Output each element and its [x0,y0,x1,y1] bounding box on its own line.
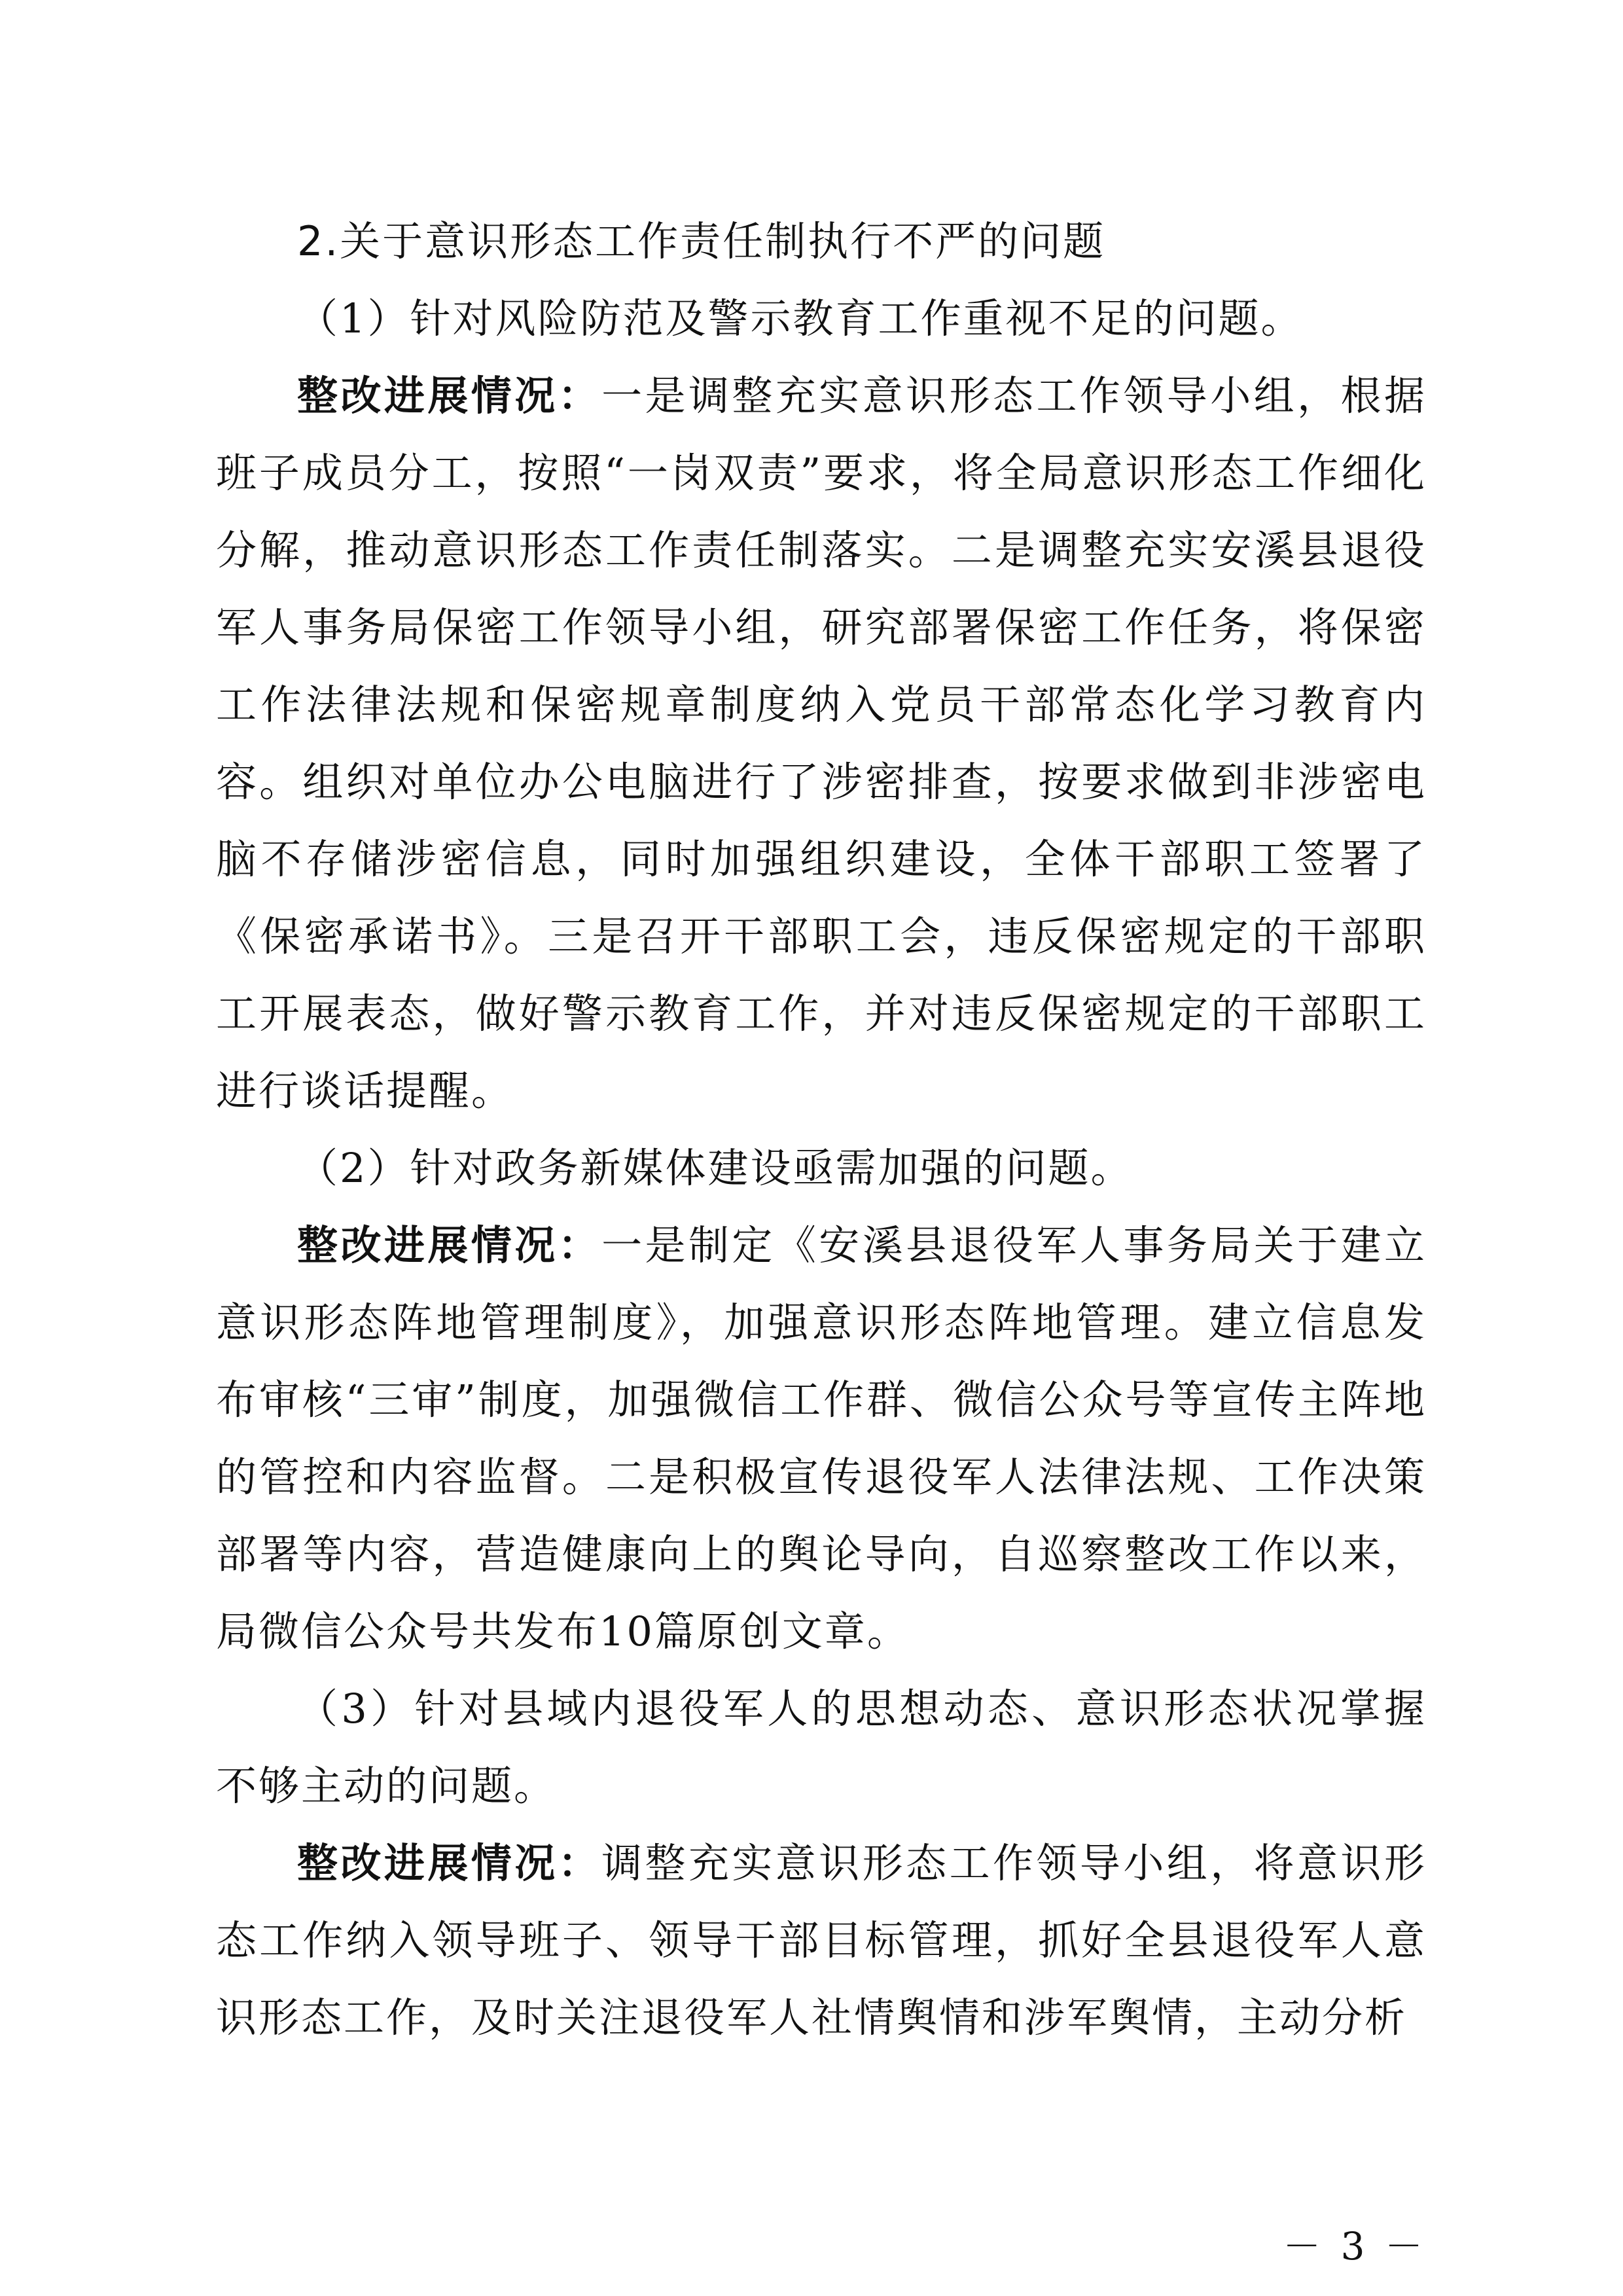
document-body [216,203,1427,2056]
item-2-paragraph [216,1207,1427,1670]
item-2-title: （2）针对政务新媒体建设亟需加强的问题。 [297,1144,1133,1192]
item-1-paragraph [216,357,1427,1130]
item-3-progress-text: 调整充实意识形态工作领导小组，将意识形态工作纳入领导班子、领导干部目标管理，抓好全县退役军人意识形态工作，及时关注退役军人社情舆情和涉军舆情，主动分析 [216,1839,1427,2041]
page-number: － 3 － [1283,2224,1427,2269]
item-1-progress-label: 整改进展情况： [297,372,602,420]
item-1-title: （1）针对风险防范及警示教育工作重视不足的问题。 [297,295,1304,342]
item-3-paragraph [216,1825,1427,2056]
section-heading: 2.关于意识形态工作责任制执行不严的问题 [297,217,1106,265]
item-2-progress-label: 整改进展情况： [297,1221,602,1269]
item-2-progress-text: 一是制定《安溪县退役军人事务局关于建立意识形态阵地管理制度》，加强意识形态阵地管理。建立信息发布审核“三审”制度，加强微信工作群、微信公众号等宣传主阵地的管控和内容监督。二是积极宣传退役军人法律法规、工作决策部署等内容，营造健康向上的舆论导向，自巡察整改工作以来，局微信公众号共发布10篇原创文章。 [216,1221,1427,1655]
item-1-progress-text: 一是调整充实意识形态工作领导小组，根据班子成员分工，按照“一岗双责”要求，将全局意识形态工作细化分解，推动意识形态工作责任制落实。二是调整充实安溪县退役军人事务局保密工作领导小组，研究部署保密工作任务，将保密工作法律法规和保密规章制度纳入党员干部常态化学习教育内容。组织对单位办公电脑进行了涉密排查，按要求做到非涉密电脑不存储涉密信息，同时加强组织建设，全体干部职工签署了《保密承诺书》。三是召开干部职工会，违反保密规定的干部职工开展表态，做好警示教育工作，并对违反保密规定的干部职工进行谈话提醒。 [216,372,1427,1115]
item-3-title: （3）针对县域内退役军人的思想动态、意识形态状况掌握不够主动的问题。 [216,1685,1427,1810]
item-3-progress-label: 整改进展情况： [297,1839,602,1887]
